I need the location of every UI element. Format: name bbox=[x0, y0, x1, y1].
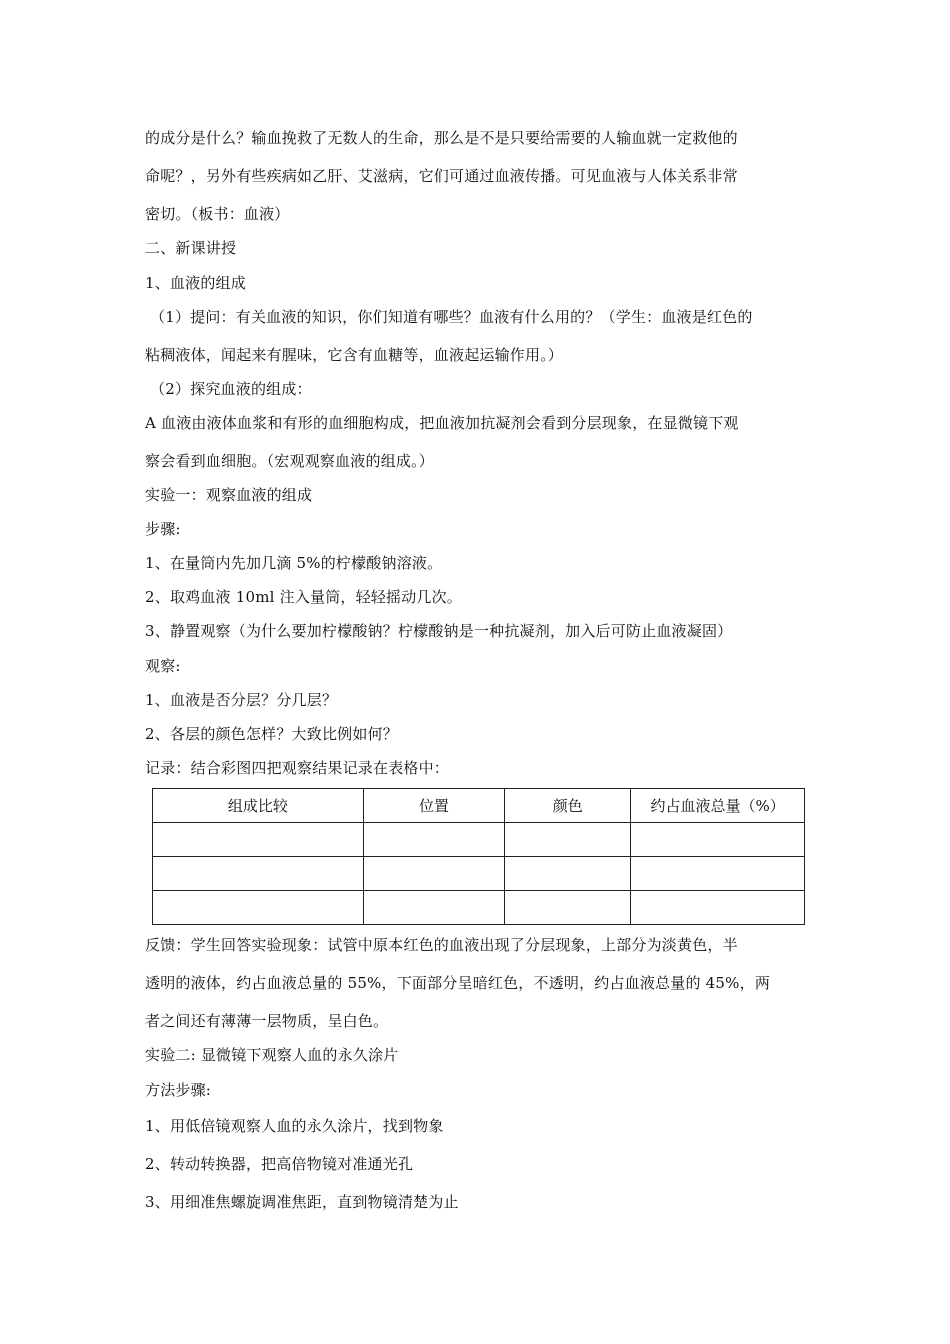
step-item: 2、取鸡血液 10ml 注入量筒，轻轻摇动几次。 bbox=[145, 588, 462, 606]
paragraph-line: 粘稠液体，闻起来有腥味，它含有血糖等，血液起运输作用。） bbox=[145, 346, 564, 364]
paragraph-line: 密切。（板书：血液） bbox=[145, 205, 290, 223]
paragraph-line: 察会看到血细胞。（宏观观察血液的组成。） bbox=[145, 452, 435, 470]
question-item: 1、血液是否分层？分几层？ bbox=[145, 691, 338, 709]
step-item: 3、静置观察（为什么要加柠檬酸钠？柠檬酸钠是一种抗凝剂，加入后可防止血液凝固） bbox=[145, 622, 733, 640]
step-item: 1、在量筒内先加几滴 5%的柠檬酸钠溶液。 bbox=[145, 554, 443, 572]
table-header-cell: 约占血液总量（%） bbox=[631, 789, 805, 823]
table-cell bbox=[505, 857, 631, 891]
steps-label: 方法步骤: bbox=[145, 1081, 212, 1099]
step-item: 2、转动转换器，把高倍物镜对准通光孔 bbox=[145, 1155, 414, 1173]
table-cell bbox=[631, 857, 805, 891]
step-item: 3、用细准焦螺旋调准焦距，直到物镜清楚为止 bbox=[145, 1193, 459, 1211]
experiment-title: 实验一：观察血液的组成 bbox=[145, 486, 313, 504]
table-header-row bbox=[153, 789, 805, 823]
table-cell bbox=[153, 823, 364, 857]
table-cell bbox=[505, 891, 631, 925]
paragraph-line: 反馈：学生回答实验现象：试管中原本红色的血液出现了分层现象，上部分为淡黄色，半 bbox=[145, 936, 738, 954]
experiment-title: 实验二: 显微镜下观察人血的永久涂片 bbox=[145, 1046, 399, 1064]
steps-label: 步骤: bbox=[145, 520, 181, 538]
table-cell bbox=[505, 823, 631, 857]
table-cell bbox=[631, 891, 805, 925]
paragraph-line: （1）提问：有关血液的知识，你们知道有哪些？血液有什么用的？（学生：血液是红色的 bbox=[150, 308, 753, 326]
observation-table bbox=[152, 788, 805, 925]
paragraph-line: 者之间还有薄薄一层物质，呈白色。 bbox=[145, 1012, 389, 1030]
table-header-cell: 位置 bbox=[363, 789, 505, 823]
table-cell bbox=[631, 823, 805, 857]
paragraph-line: 透明的液体，约占血液总量的 55%，下面部分呈暗红色，不透明，约占血液总量的 45%，两 bbox=[145, 974, 771, 992]
question-item: 2、各层的颜色怎样？大致比例如何？ bbox=[145, 725, 398, 743]
paragraph-line: （2）探究血液的组成： bbox=[150, 380, 312, 398]
table-header-cell: 颜色 bbox=[505, 789, 631, 823]
table-cell bbox=[153, 857, 364, 891]
observe-label: 观察: bbox=[145, 657, 181, 675]
table-row bbox=[153, 857, 805, 891]
table-row bbox=[153, 891, 805, 925]
table-header-cell: 组成比较 bbox=[153, 789, 364, 823]
table-cell bbox=[153, 891, 364, 925]
record-instruction: 记录：结合彩图四把观察结果记录在表格中： bbox=[145, 759, 450, 777]
paragraph-line: 的成分是什么？输血挽救了无数人的生命，那么是不是只要给需要的人输血就一定救他的 bbox=[145, 129, 738, 147]
table-cell bbox=[363, 823, 505, 857]
table-cell bbox=[363, 857, 505, 891]
table-row bbox=[153, 823, 805, 857]
step-item: 1、用低倍镜观察人血的永久涂片，找到物象 bbox=[145, 1117, 444, 1135]
section-heading: 二、新课讲授 bbox=[145, 239, 237, 257]
table-cell bbox=[363, 891, 505, 925]
paragraph-line: A 血液由液体血浆和有形的血细胞构成，把血液加抗凝剂会看到分层现象，在显微镜下观 bbox=[145, 414, 739, 432]
subsection-heading: 1、血液的组成 bbox=[145, 274, 246, 292]
paragraph-line: 命呢？，另外有些疾病如乙肝、艾滋病，它们可通过血液传播。可见血液与人体关系非常 bbox=[145, 167, 738, 185]
